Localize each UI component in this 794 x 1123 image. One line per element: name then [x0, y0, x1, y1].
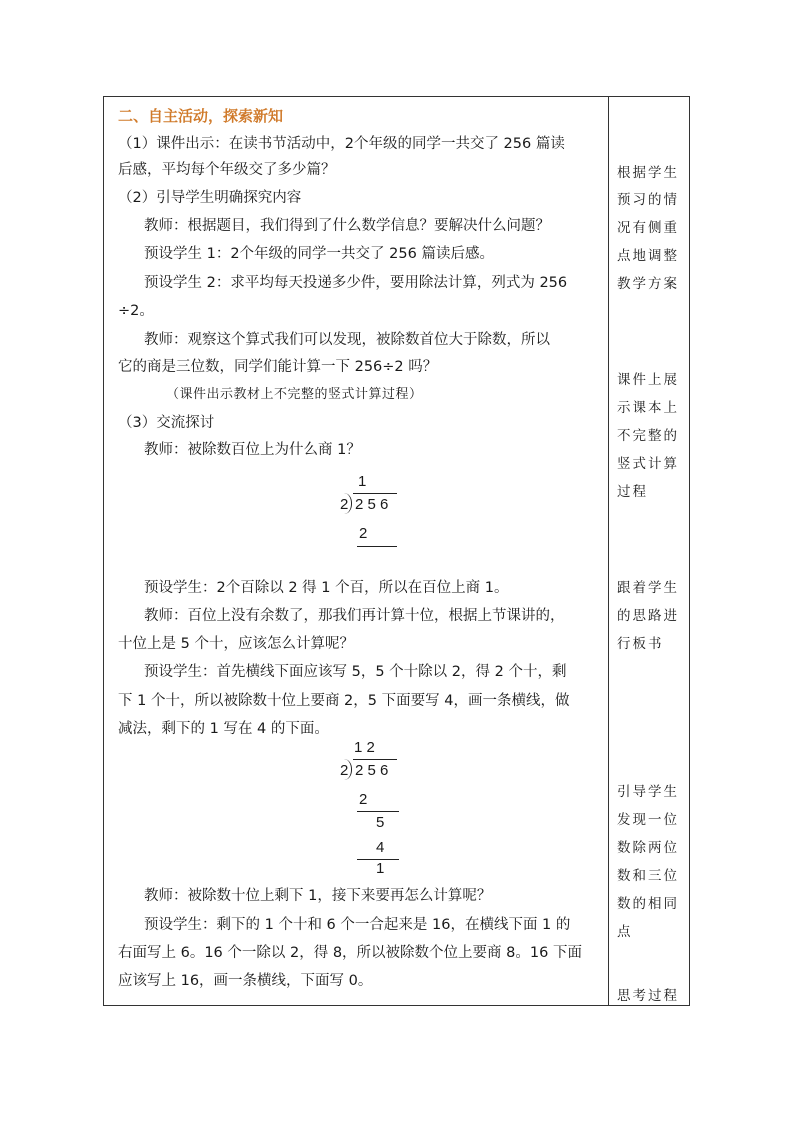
text-line: 教师：根据题目，我们得到了什么数学信息？要解决什么问题？ [144, 218, 550, 234]
division-bar [353, 759, 397, 760]
note-line: 数的相同 [617, 896, 679, 912]
note-line: 预习的情 [617, 192, 679, 208]
text-line: 教师：百位上没有余数了，那我们再计算十位，根据上节课讲的， [144, 608, 565, 624]
long-division-1 [340, 469, 410, 549]
remainder-digit: 5 [376, 814, 385, 831]
text-line: 减法，剩下的 1 写在 4 的下面。 [118, 721, 329, 737]
partial-product: 4 [376, 839, 385, 856]
text-line: 它的商是三位数，同学们能计算一下 256÷2 吗？ [118, 359, 438, 375]
lesson-table [103, 96, 690, 1006]
dividend: 2 5 6 [355, 762, 389, 779]
partial-product: 2 [359, 525, 368, 542]
note-line: 的思路进 [617, 608, 679, 624]
text-line: ÷2。 [118, 303, 154, 319]
dividend: 2 5 6 [355, 496, 389, 513]
note-line: 点 [617, 924, 633, 940]
note-line: 教学方案 [617, 276, 679, 292]
section-heading: 二、自主活动，探索新知 [118, 107, 284, 125]
text-line: 右面写上 6。16 个一除以 2，得 8，所以被除数个位上要商 8。16 下面 [118, 945, 582, 961]
text-line: （1）课件出示：在读书节活动中，2个年级的同学一共交了 256 篇读 [118, 136, 565, 152]
text-line: 教师：被除数百位上为什么商 1？ [144, 442, 361, 458]
text-line: （3）交流探讨 [118, 415, 215, 431]
note-line: 引导学生 [617, 784, 679, 800]
divisor: 2 [340, 496, 349, 513]
text-line: 应该写上 16，画一条横线，下面写 0。 [118, 973, 373, 989]
note-line: 行板书 [617, 636, 664, 652]
note-line: 发现一位 [617, 812, 679, 828]
divisor: 2 [340, 762, 349, 779]
notes-column [609, 97, 689, 1005]
subtraction-line [357, 811, 399, 812]
note-line: 数和三位 [617, 868, 679, 884]
text-line: 预设学生 2：求平均每天投递多少件，要用除法计算，列式为 256 [144, 275, 568, 291]
text-line: 预设学生：首先横线下面应该写 5，5 个十除以 2，得 2 个十，剩 [144, 664, 567, 680]
remainder-digit: 1 [376, 860, 385, 877]
partial-product: 2 [359, 791, 368, 808]
note-line: 跟着学生 [617, 580, 679, 596]
text-line: 预设学生 1：2个年级的同学一共交了 256 篇读后感。 [144, 246, 494, 262]
text-line: 下 1 个十，所以被除数十位上要商 2，5 下面要写 4，画一条横线，做 [118, 693, 570, 709]
long-division-2 [340, 739, 410, 879]
text-line: 十位上是 5 个十，应该怎么计算呢？ [118, 636, 354, 652]
note-line: 竖式计算 [617, 456, 679, 472]
division-bracket [343, 493, 352, 514]
note-line: 过程 [617, 484, 648, 500]
note-line: 思考过程 [617, 988, 679, 1004]
lesson-content-column [104, 97, 608, 1005]
note-line: 示课本上 [617, 400, 679, 416]
quotient: 1 [358, 473, 367, 490]
division-bar [353, 493, 397, 494]
quotient: 1 2 [354, 739, 375, 756]
note-line: 不完整的 [617, 428, 679, 444]
note-line: 数除两位 [617, 840, 679, 856]
text-line: 预设学生：2个百除以 2 得 1 个百，所以在百位上商 1。 [144, 580, 509, 596]
text-line: 预设学生：剩下的 1 个十和 6 个一合起来是 16，在横线下面 1 的 [144, 917, 571, 933]
text-line: 教师：被除数十位上剩下 1，接下来要再怎么计算呢？ [144, 888, 492, 904]
subtraction-line [357, 546, 397, 547]
note-line: （课件出示教材上不完整的竖式计算过程） [166, 387, 423, 402]
text-line: 教师：观察这个算式我们可以发现，被除数首位大于除数，所以 [144, 332, 550, 348]
note-line: 课件上展 [617, 372, 679, 388]
note-line: 点地调整 [617, 248, 679, 264]
note-line: 况有侧重 [617, 220, 679, 236]
text-line: （2）引导学生明确探究内容 [118, 190, 302, 206]
note-line: 根据学生 [617, 165, 679, 181]
text-line: 后感，平均每个年级交了多少篇？ [118, 162, 336, 178]
division-bracket [343, 759, 352, 780]
